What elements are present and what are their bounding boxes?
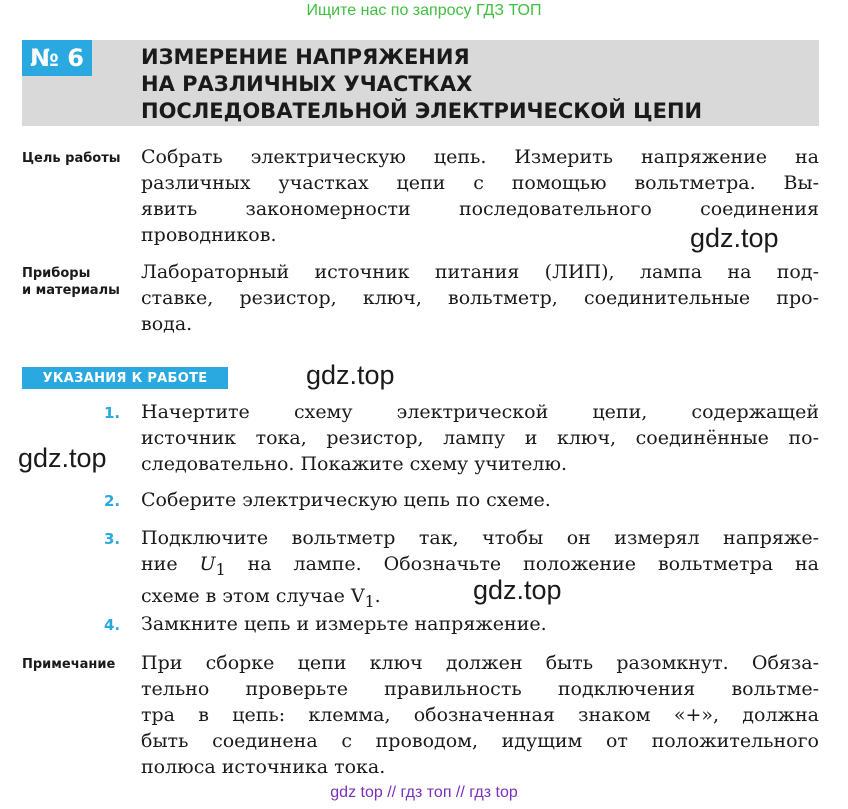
subscript: 1 xyxy=(364,591,375,611)
watermark: gdz.top xyxy=(690,223,779,253)
step-text xyxy=(141,487,819,513)
text-line: проводников. xyxy=(141,224,277,246)
note-label: Примечание xyxy=(22,657,116,672)
text-line: ставке, резистор, ключ, вольтметр, соединительные про- xyxy=(141,287,819,309)
note-text xyxy=(141,650,819,780)
text-line: Замкните цепь и измерьте напряжение. xyxy=(141,613,547,635)
step-text xyxy=(141,611,819,637)
watermark: gdz.top xyxy=(18,443,107,473)
text-fragment: ние xyxy=(141,553,200,575)
text-line: различных участках цепи с помощью вольтметра. Вы- xyxy=(141,172,819,194)
watermark: gdz.top xyxy=(306,360,395,390)
title-line: ПОСЛЕДОВАТЕЛЬНОЙ ЭЛЕКТРИЧЕСКОЙ ЦЕПИ xyxy=(141,99,703,123)
materials-label-line: Приборы xyxy=(22,266,91,281)
text-line: Начертите схему электрической цепи, содержащей xyxy=(141,401,819,423)
task-number-badge: № 6 xyxy=(22,40,92,76)
text-line: источник тока, резистор, лампу и ключ, соединённые по- xyxy=(141,427,819,449)
text-line: Подключите вольтметр так, чтобы он измерял напряже- xyxy=(141,527,819,549)
step-text xyxy=(141,399,819,477)
text-line: следовательно. Покажите схему учителю. xyxy=(141,453,568,475)
text-line: Соберите электрическую цепь по схеме. xyxy=(141,489,551,511)
text-line: Лабораторный источник питания (ЛИП), лампа на под- xyxy=(141,261,819,283)
text-line: Собрать электрическую цепь. Измерить напряжение на xyxy=(141,146,819,168)
page-title xyxy=(141,44,811,125)
text-line: При сборке цепи ключ должен быть разомкнут. Обяза- xyxy=(141,652,819,674)
materials-label-line: и материалы xyxy=(22,283,120,298)
watermark: gdz.top xyxy=(473,575,562,605)
text-line: быть соединена с проводом, идущим от положительного xyxy=(141,730,819,752)
top-banner: Ищите нас по запросу ГДЗ ТОП xyxy=(306,2,542,19)
step-number: 1. xyxy=(104,404,121,422)
text-line: тельно проверьте правильность подключения вольтме- xyxy=(141,678,819,700)
footer: gdz top // гдз топ // гдз top xyxy=(330,784,518,801)
materials-label xyxy=(22,265,120,299)
text-fragment: на лампе. Обозначьте положение вольтметра на xyxy=(225,553,819,575)
title-line: ИЗМЕРЕНИЕ НАПРЯЖЕНИЯ xyxy=(141,45,470,69)
step-number: 4. xyxy=(104,616,121,634)
title-line: НА РАЗЛИЧНЫХ УЧАСТКАХ xyxy=(141,72,473,96)
text-line: полюса источника тока. xyxy=(141,756,386,778)
subscript: 1 xyxy=(215,559,226,579)
step-number: 2. xyxy=(104,492,121,510)
voltage-variable: U xyxy=(199,553,216,575)
text-line: явить закономерности последовательного соединения xyxy=(141,198,819,220)
text-line: тра в цепь: клемма, обозначенная знаком «+», должна xyxy=(141,704,819,726)
goal-label: Цель работы xyxy=(22,151,121,166)
text-fragment: схеме в этом случае V xyxy=(141,584,365,607)
text-line: вода. xyxy=(141,313,193,335)
step-number: 3. xyxy=(104,530,121,548)
text-fragment: . xyxy=(374,584,381,607)
section-title: УКАЗАНИЯ К РАБОТЕ xyxy=(22,367,228,389)
materials-text xyxy=(141,259,819,337)
